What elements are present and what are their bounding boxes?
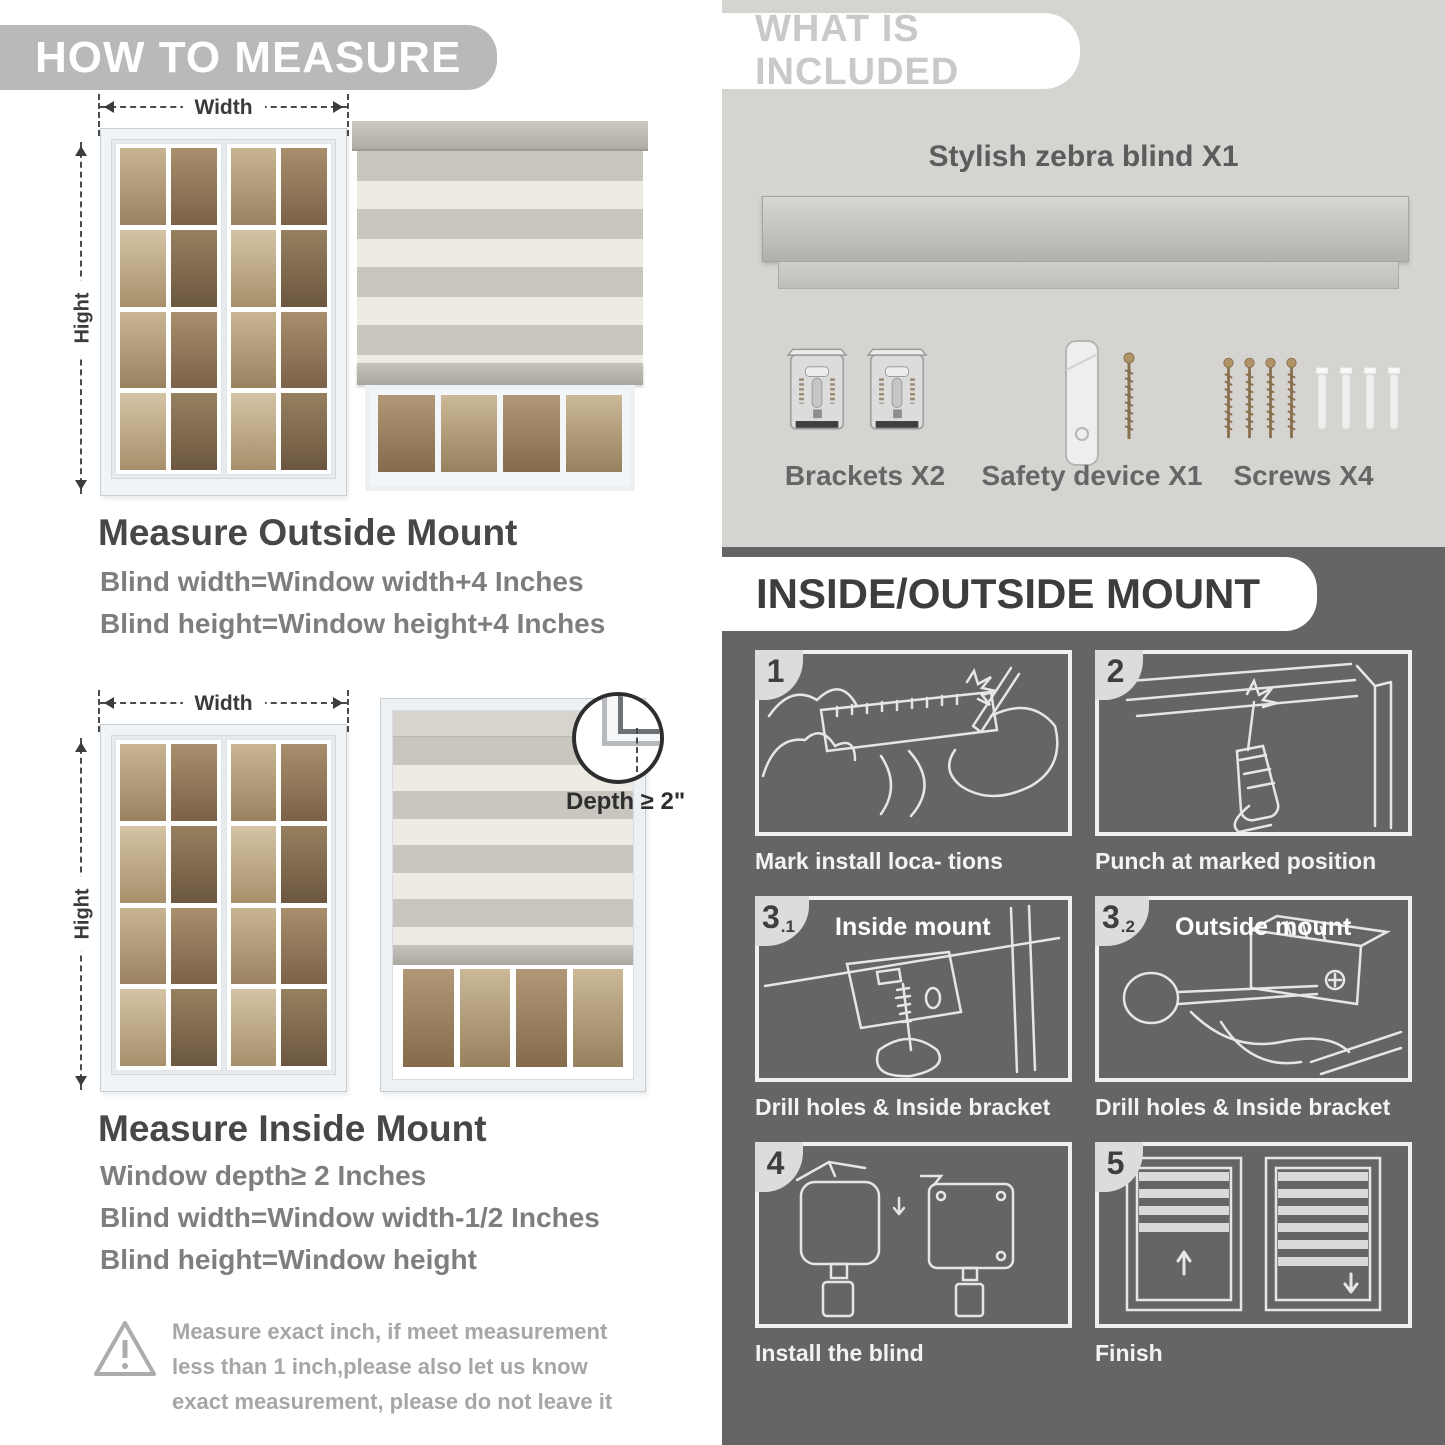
arrow-left-icon xyxy=(98,697,114,709)
inside-mount-line1: Window depth≥ 2 Inches xyxy=(100,1160,427,1191)
window-pane xyxy=(281,989,327,1066)
window-pane xyxy=(171,312,217,389)
window-doors xyxy=(111,139,336,479)
step-3-2-inner-label: Outside mount xyxy=(1175,913,1352,941)
window-pane xyxy=(120,312,166,389)
how-to-measure-title: HOW TO MEASURE xyxy=(35,32,462,82)
height-label: Hight xyxy=(72,876,95,951)
window-pane xyxy=(516,969,567,1067)
window-pane xyxy=(120,744,166,821)
mount-instructions-panel xyxy=(722,547,1445,1445)
wall-anchor-icon xyxy=(1338,362,1354,436)
what-is-included-title: WHAT IS INCLUDED xyxy=(755,8,960,93)
window-pane xyxy=(281,393,327,470)
arrow-down-icon xyxy=(75,1076,87,1092)
step-3-2 xyxy=(1095,896,1412,1122)
window-pane xyxy=(573,969,624,1067)
window-pane xyxy=(281,312,327,389)
width-dimension-outside xyxy=(100,96,347,119)
step-3-1 xyxy=(755,896,1072,1122)
window-pane xyxy=(281,826,327,903)
window-pane xyxy=(120,393,166,470)
wall-anchor-icon xyxy=(1386,362,1402,436)
screws-label: Screws X4 xyxy=(1233,460,1374,491)
window-pane xyxy=(281,908,327,985)
drill-ceiling-illustration xyxy=(1099,654,1408,832)
mount-steps-grid xyxy=(755,650,1412,1388)
window-illustration-outside xyxy=(100,128,347,496)
install-blind-illustration xyxy=(759,1146,1068,1324)
outside-mount-heading: Measure Outside Mount xyxy=(98,512,518,553)
brackets-illustration xyxy=(786,344,928,438)
window-pane xyxy=(231,989,277,1066)
window-pane xyxy=(171,908,217,985)
screw-icon xyxy=(1264,356,1277,444)
window-illustration-inside xyxy=(100,724,347,1092)
arrow-down-icon xyxy=(75,480,87,496)
blind-quantity-label: Stylish zebra blind X1 xyxy=(928,140,1239,173)
step-2-image xyxy=(1095,650,1412,836)
window-pane xyxy=(120,826,166,903)
window-below-blind xyxy=(393,965,633,1079)
blind-headrail xyxy=(352,121,648,151)
arrow-up-icon xyxy=(75,140,87,156)
step-1 xyxy=(755,650,1072,876)
bracket-icon xyxy=(786,344,848,438)
window-pane xyxy=(231,744,277,821)
step-4-caption: Install the blind xyxy=(755,1340,924,1366)
window-pane xyxy=(281,148,327,225)
depth-dashed-line xyxy=(636,728,638,772)
depth-label: Depth ≥ 2" xyxy=(566,788,686,815)
window-pane xyxy=(171,148,217,225)
width-label: Width xyxy=(182,690,264,718)
step-4-image xyxy=(755,1142,1072,1328)
safety-device-icon xyxy=(1060,338,1104,468)
screws-illustration xyxy=(1222,356,1402,444)
measure-warning-text: Measure exact inch, if meet measurement less than 1 inch,please also let us know exact measurement, please do not leave it xyxy=(172,1319,613,1415)
step-5-image xyxy=(1095,1142,1412,1328)
window-door xyxy=(226,739,333,1071)
mount-title: INSIDE/OUTSIDE MOUNT xyxy=(756,570,1261,617)
step-3-1-caption: Drill holes & Inside bracket xyxy=(755,1094,1051,1120)
step-3-1-number: 3 .1 xyxy=(755,896,809,946)
inside-mount-line2: Blind width=Window width-1/2 Inches xyxy=(100,1202,600,1233)
step-1-number: 1 xyxy=(755,650,803,700)
step-5-caption: Finish xyxy=(1095,1340,1163,1366)
safety-device-label: Safety device X1 xyxy=(981,460,1203,491)
blind-bottom-rail xyxy=(357,363,643,385)
height-dimension-outside xyxy=(71,142,94,494)
window-pane xyxy=(281,744,327,821)
window-pane xyxy=(503,395,560,472)
step-5 xyxy=(1095,1142,1412,1368)
width-dimension-inside xyxy=(100,692,347,715)
arrow-up-icon xyxy=(75,736,87,752)
window-pane xyxy=(120,989,166,1066)
window-pane xyxy=(231,908,277,985)
arrow-right-icon xyxy=(333,697,349,709)
window-pane xyxy=(171,989,217,1066)
blind-stripes xyxy=(357,151,643,363)
window-pane xyxy=(460,969,511,1067)
window-door xyxy=(115,143,222,475)
wall-anchor-icon xyxy=(1362,362,1378,436)
step-3-1-image xyxy=(755,896,1072,1082)
step-1-image xyxy=(755,650,1072,836)
arrow-left-icon xyxy=(98,101,114,113)
brackets-label: Brackets X2 xyxy=(784,460,946,491)
screw-icon xyxy=(1285,356,1298,444)
step-2-number: 2 xyxy=(1095,650,1143,700)
height-label: Hight xyxy=(72,280,95,355)
how-to-measure-banner xyxy=(0,25,497,90)
wall-anchor-icon xyxy=(1314,362,1330,436)
step-4 xyxy=(755,1142,1072,1368)
outside-mount-line2: Blind height=Window height+4 Inches xyxy=(100,608,606,639)
window-pane xyxy=(120,230,166,307)
step-2 xyxy=(1095,650,1412,876)
window-pane xyxy=(231,230,277,307)
bracket-icon xyxy=(866,344,928,438)
step-2-caption: Punch at marked position xyxy=(1095,848,1377,874)
step-3-2-caption: Drill holes & Inside bracket xyxy=(1095,1094,1391,1120)
window-pane xyxy=(120,908,166,985)
step-5-number: 5 xyxy=(1095,1142,1143,1192)
arrow-right-icon xyxy=(333,101,349,113)
screw-icon xyxy=(1222,356,1235,444)
height-dimension-inside xyxy=(71,738,94,1090)
mount-banner xyxy=(722,557,1317,631)
what-is-included-panel xyxy=(722,0,1445,547)
window-pane xyxy=(231,312,277,389)
screw-icon xyxy=(1243,356,1256,444)
zebra-blind-outside-mount xyxy=(357,121,643,491)
mark-locations-illustration xyxy=(759,654,1068,832)
headrail-bottom-bar xyxy=(778,262,1399,289)
window-pane xyxy=(171,744,217,821)
outside-mount-line1: Blind width=Window width+4 Inches xyxy=(100,566,584,597)
window-pane xyxy=(171,230,217,307)
step-3-1-inner-label: Inside mount xyxy=(835,913,991,941)
window-pane xyxy=(403,969,454,1067)
window-pane xyxy=(171,393,217,470)
step-4-number: 4 xyxy=(755,1142,803,1192)
window-pane xyxy=(231,148,277,225)
safety-device-illustration xyxy=(1060,338,1136,468)
window-pane xyxy=(120,148,166,225)
step-3-2-image xyxy=(1095,896,1412,1082)
window-below-blind xyxy=(365,385,635,491)
blind-bottom-rail xyxy=(393,945,633,965)
warning-triangle-icon xyxy=(92,1318,158,1380)
step-3-2-number: 3 .2 xyxy=(1095,896,1149,946)
window-pane xyxy=(231,826,277,903)
headrail-illustration xyxy=(762,196,1409,262)
window-pane xyxy=(566,395,623,472)
window-pane xyxy=(281,230,327,307)
window-pane xyxy=(231,393,277,470)
finish-illustration xyxy=(1099,1146,1408,1324)
window-pane xyxy=(378,395,435,472)
depth-magnifier-circle xyxy=(572,692,664,784)
step-1-caption: Mark install loca- tions xyxy=(755,848,1003,874)
inside-mount-heading: Measure Inside Mount xyxy=(98,1108,487,1149)
window-doors xyxy=(111,735,336,1075)
window-door xyxy=(226,143,333,475)
width-label: Width xyxy=(182,94,264,122)
what-is-included-banner xyxy=(722,8,1080,93)
inside-mount-line3: Blind height=Window height xyxy=(100,1244,477,1275)
window-frame-corner-inner xyxy=(618,692,664,734)
window-door xyxy=(115,739,222,1071)
window-pane xyxy=(171,826,217,903)
window-pane xyxy=(441,395,498,472)
screw-icon xyxy=(1122,352,1136,444)
